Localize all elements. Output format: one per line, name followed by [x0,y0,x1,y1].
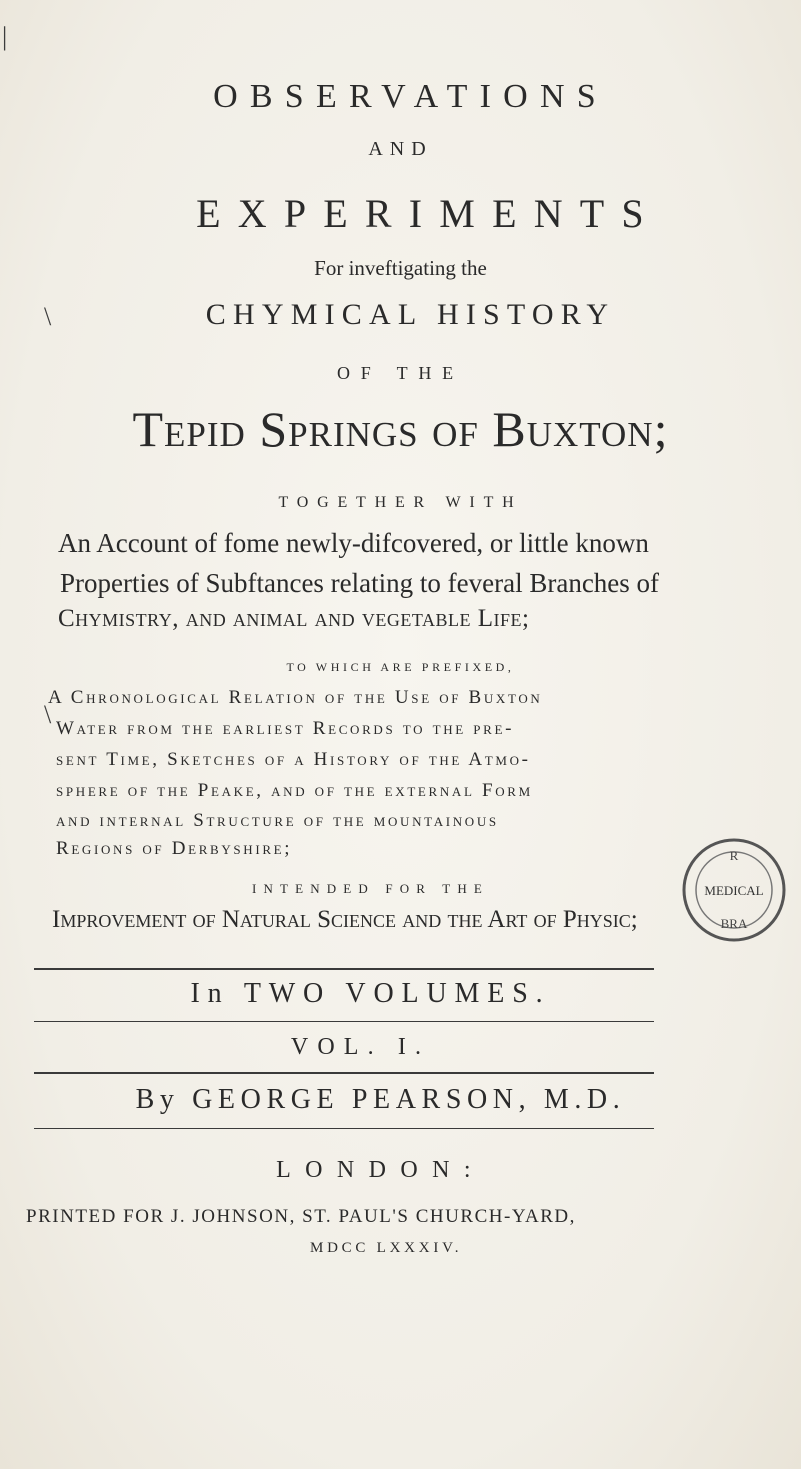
relation-line: A Chronological Relation of the Use of Buxton [48,687,543,708]
volume-number: VOL. I. [290,1034,431,1060]
imprint-city: LONDON: [276,1157,485,1183]
title-of-the: OF THE [337,363,464,383]
stamp-text-bottom: BRA [720,916,748,931]
together-with: TOGETHER WITH [278,494,523,511]
improvement-line: Improvement of Natural Science and the Art of Physic; [52,906,638,933]
divider-rule [34,1072,654,1074]
relation-line: Regions of Derbyshire; [56,838,293,859]
imprint-printer: PRINTED FOR J. JOHNSON, ST. PAUL'S CHURCH-YARD, [26,1206,576,1227]
library-stamp [678,834,790,946]
relation-line: Water from the earliest Records to the pre- [56,718,515,739]
title-observations: OBSERVATIONS [213,78,608,115]
account-line: Properties of Subftances relating to feveral Branches of [60,568,660,598]
title-tepid-springs: Tepid Springs of Buxton; [132,401,669,457]
divider-rule [34,1128,654,1129]
divider-rule [34,1021,654,1022]
imprint-date: MDCC LXXXIV. [310,1240,463,1256]
relation-line: sent Time, Sketches of a History of the Atmo- [56,749,531,770]
account-line: An Account of fome newly-difcovered, or little known [58,528,649,558]
stamp-text-middle: MEDICAL [704,883,764,898]
divider-rule [34,968,654,970]
intended-for-the: INTENDED FOR THE [252,881,489,896]
margin-mark: \ [44,302,52,331]
subtitle-for-investigating: For inveftigating the [314,256,487,280]
stamp-text-top: R [729,848,739,863]
margin-mark: \ [44,700,52,729]
title-experiments: EXPERIMENTS [196,191,661,236]
relation-line: and internal Structure of the mountainous [56,810,499,831]
author-line: By GEORGE PEARSON, M.D. [135,1084,626,1115]
title-and: AND [368,138,433,160]
to-which-prefixed: TO WHICH ARE PREFIXED, [286,660,515,674]
margin-mark: | [2,22,8,51]
account-line: Chymistry, and animal and vegetable Life; [58,605,530,632]
relation-line: sphere of the Peake, and of the external Form [56,780,533,801]
title-chymical-history: CHYMICAL HISTORY [205,298,616,331]
volumes-line: In TWO VOLUMES. [190,978,551,1009]
